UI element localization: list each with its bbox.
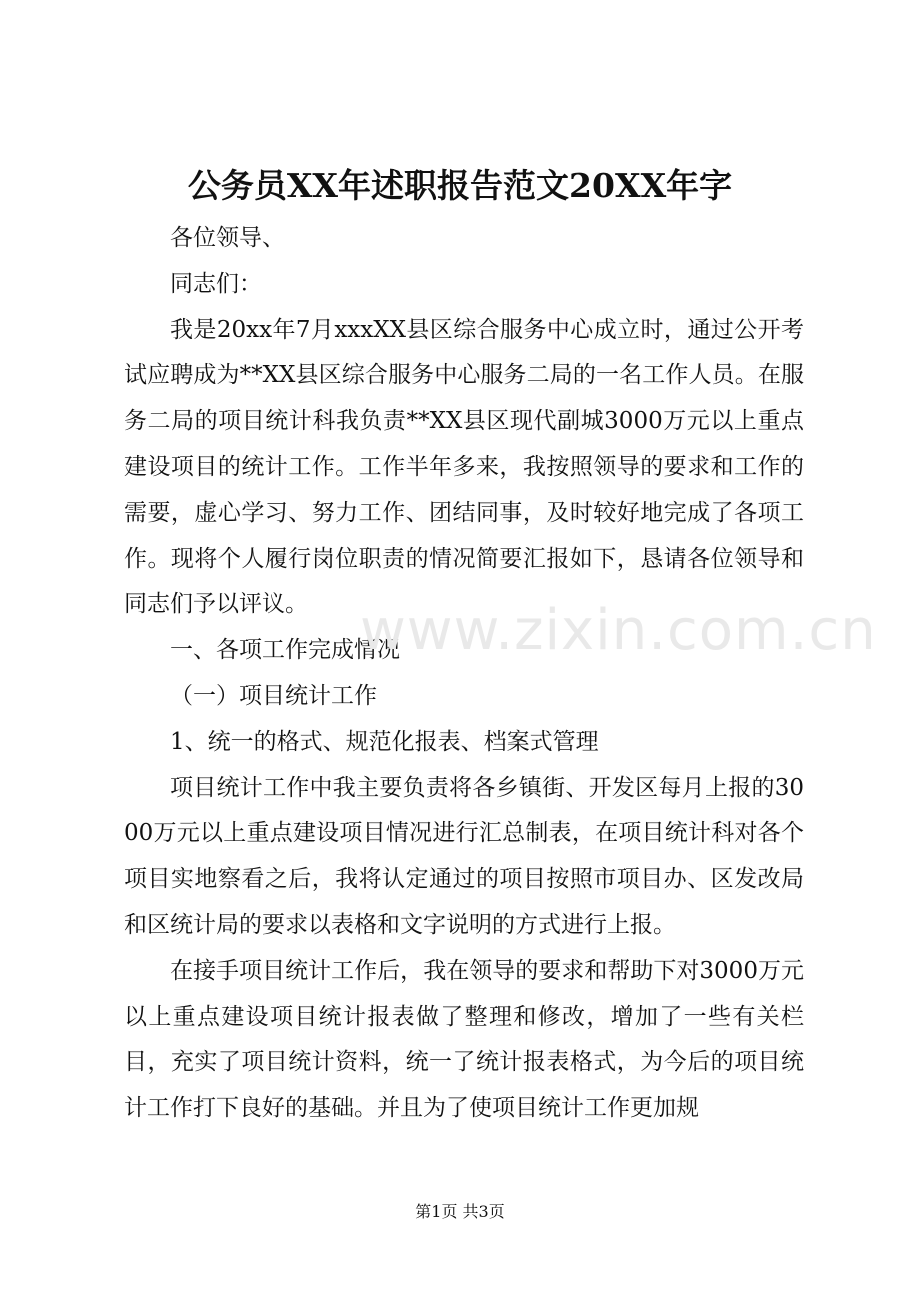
salutation-line-1: 各位领导、: [170, 225, 285, 251]
item-heading: 1、统一的格式、规范化报表、档案式管理: [170, 728, 599, 755]
body-paragraph-2: 在接手项目统计工作后，我在领导的要求和帮助下对3000万元以上重点建设项目统计报表做了整理和修改，增加了一些有关栏目，充实了项目统计资料，统一了统计报表格式，为今后的项目统计工作打下良好的基础。并且为了使项目统计工作更加规: [124, 957, 804, 1122]
intro-paragraph: 我是20xx年7月xxxXX县区综合服务中心成立时，通过公开考试应聘成为**XX县区综合服务中心服务二局的一名工作人员。在服务二局的项目统计科我负责**XX县区现代副城3000万元以上重点建设项目的统计工作。工作半年多来，我按照领导的要求和工作的需要，虚心学习、努力工作、团结同事，及时较好地完成了各项工作。现将个人履行岗位职责的情况简要汇报如下，恳请各位领导和同志们予以评议。: [124, 316, 804, 618]
document-body: [124, 216, 804, 1132]
subsection-heading: （一）项目统计工作: [170, 682, 377, 709]
salutation-line-2: 同志们：: [170, 270, 262, 297]
watermark: www.zixin.com.cn: [360, 598, 877, 663]
section-heading: 一、各项工作完成情况: [170, 637, 400, 664]
document-title: 公务员XX年述职报告范文20XX年字: [187, 166, 733, 205]
body-paragraph-1: 项目统计工作中我主要负责将各乡镇街、开发区每月上报的3000万元以上重点建设项目情况进行汇总制表，在项目统计科对各个项目实地察看之后，我将认定通过的项目按照市项目办、区发改局和区统计局的要求以表格和文字说明的方式进行上报。: [124, 774, 804, 938]
page-footer: 第1页 共3页: [415, 1202, 505, 1221]
